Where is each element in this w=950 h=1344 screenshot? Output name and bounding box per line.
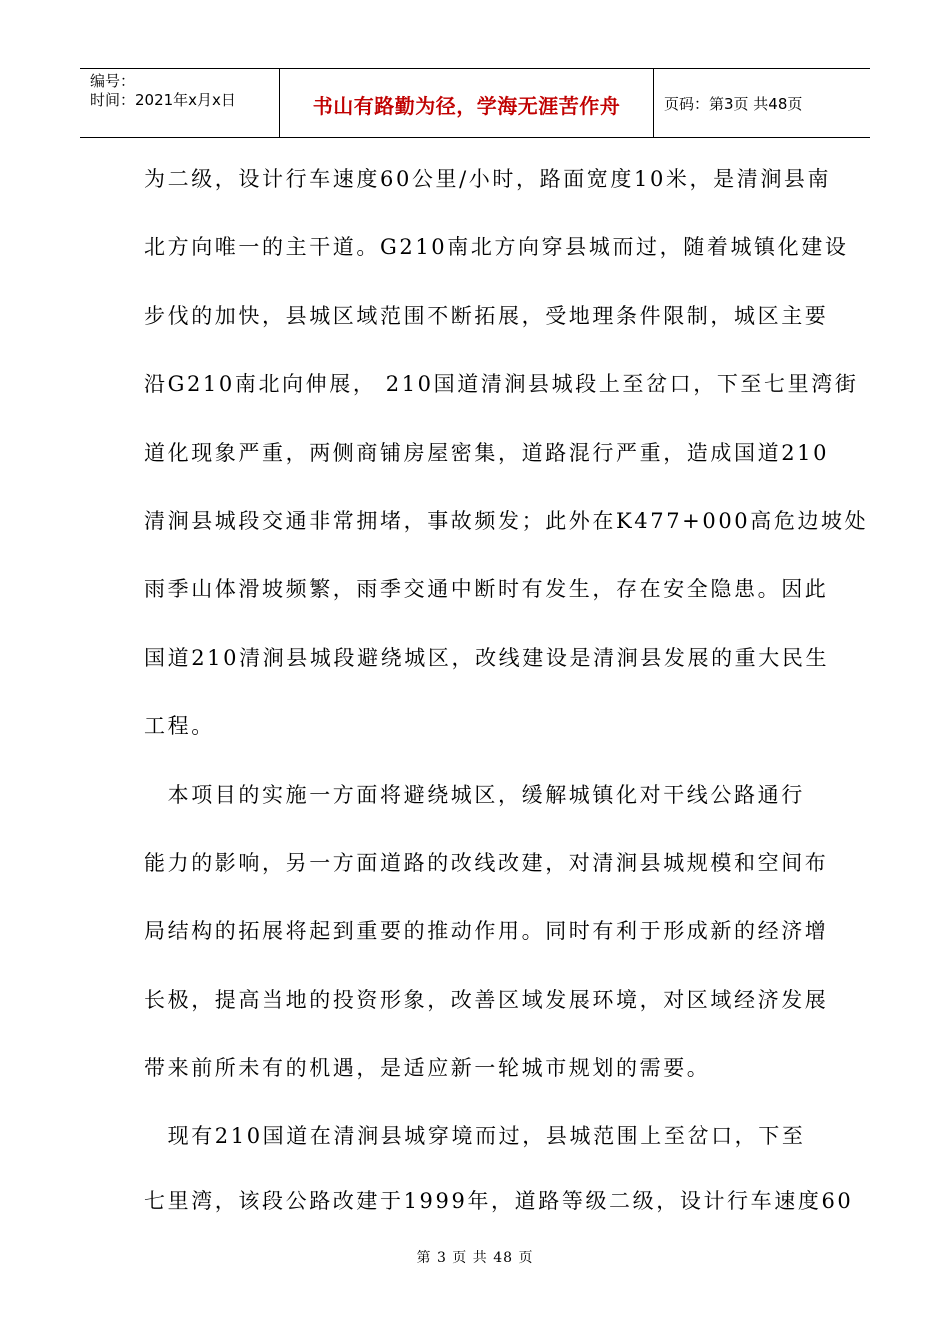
body-line: 七里湾，该段公路改建于1999年，道路等级二级，设计行车速度60 [144, 1188, 854, 1213]
header-motto-cell [280, 69, 654, 137]
body-line: 清涧县城段交通非常拥堵，事故频发；此外在K477+000高危边坡处 [144, 508, 869, 533]
body-line: 北方向唯一的主干道。G210南北方向穿县城而过，随着城镇化建设 [144, 235, 849, 260]
body-line: 带来前所未有的机遇，是适应新一轮城市规划的需要。 [144, 1056, 711, 1081]
header-info-cell [80, 69, 280, 137]
header-motto: 书山有路勤为径，学海无涯苦作舟 [312, 94, 621, 118]
page-header [80, 68, 870, 138]
document-number-label: 编号： [90, 72, 136, 90]
document-date-label: 时间：2021年x月x日 [90, 91, 236, 109]
body-line: 工程。 [144, 714, 215, 739]
body-line: 本项目的实施一方面将避绕城区，缓解城镇化对干线公路通行 [144, 782, 805, 807]
page-footer: 第 3 页 共 48 页 [416, 1250, 534, 1266]
body-line: 局结构的拓展将起到重要的推动作用。同时有利于形成新的经济增 [144, 919, 829, 944]
header-page-cell [654, 69, 870, 137]
body-line: 长极，提高当地的投资形象，改善区域发展环境，对区域经济发展 [144, 987, 829, 1012]
header-page-code: 页码：第3页 共48页 [664, 95, 803, 113]
body-line: 道化现象严重，两侧商铺房屋密集，道路混行严重，造成国道210 [144, 440, 830, 465]
body-line: 沿G210南北向伸展， 210国道清涧县城段上至岔口，下至七里湾街 [144, 372, 859, 397]
body-line: 步伐的加快，县城区域范围不断拓展，受地理条件限制，城区主要 [144, 303, 829, 328]
body-line: 雨季山体滑坡频繁，雨季交通中断时有发生，存在安全隐患。因此 [144, 577, 829, 602]
body-line: 能力的影响，另一方面道路的改线改建，对清涧县城规模和空间布 [144, 850, 829, 875]
body-line: 现有210国道在清涧县城穿境而过，县城范围上至岔口，下至 [144, 1124, 806, 1149]
document-body [144, 145, 869, 1231]
body-line: 国道210清涧县城段避绕城区，改线建设是清涧县发展的重大民生 [144, 645, 830, 670]
body-line: 为二级，设计行车速度60公里/小时，路面宽度10米，是清涧县南 [144, 167, 832, 191]
